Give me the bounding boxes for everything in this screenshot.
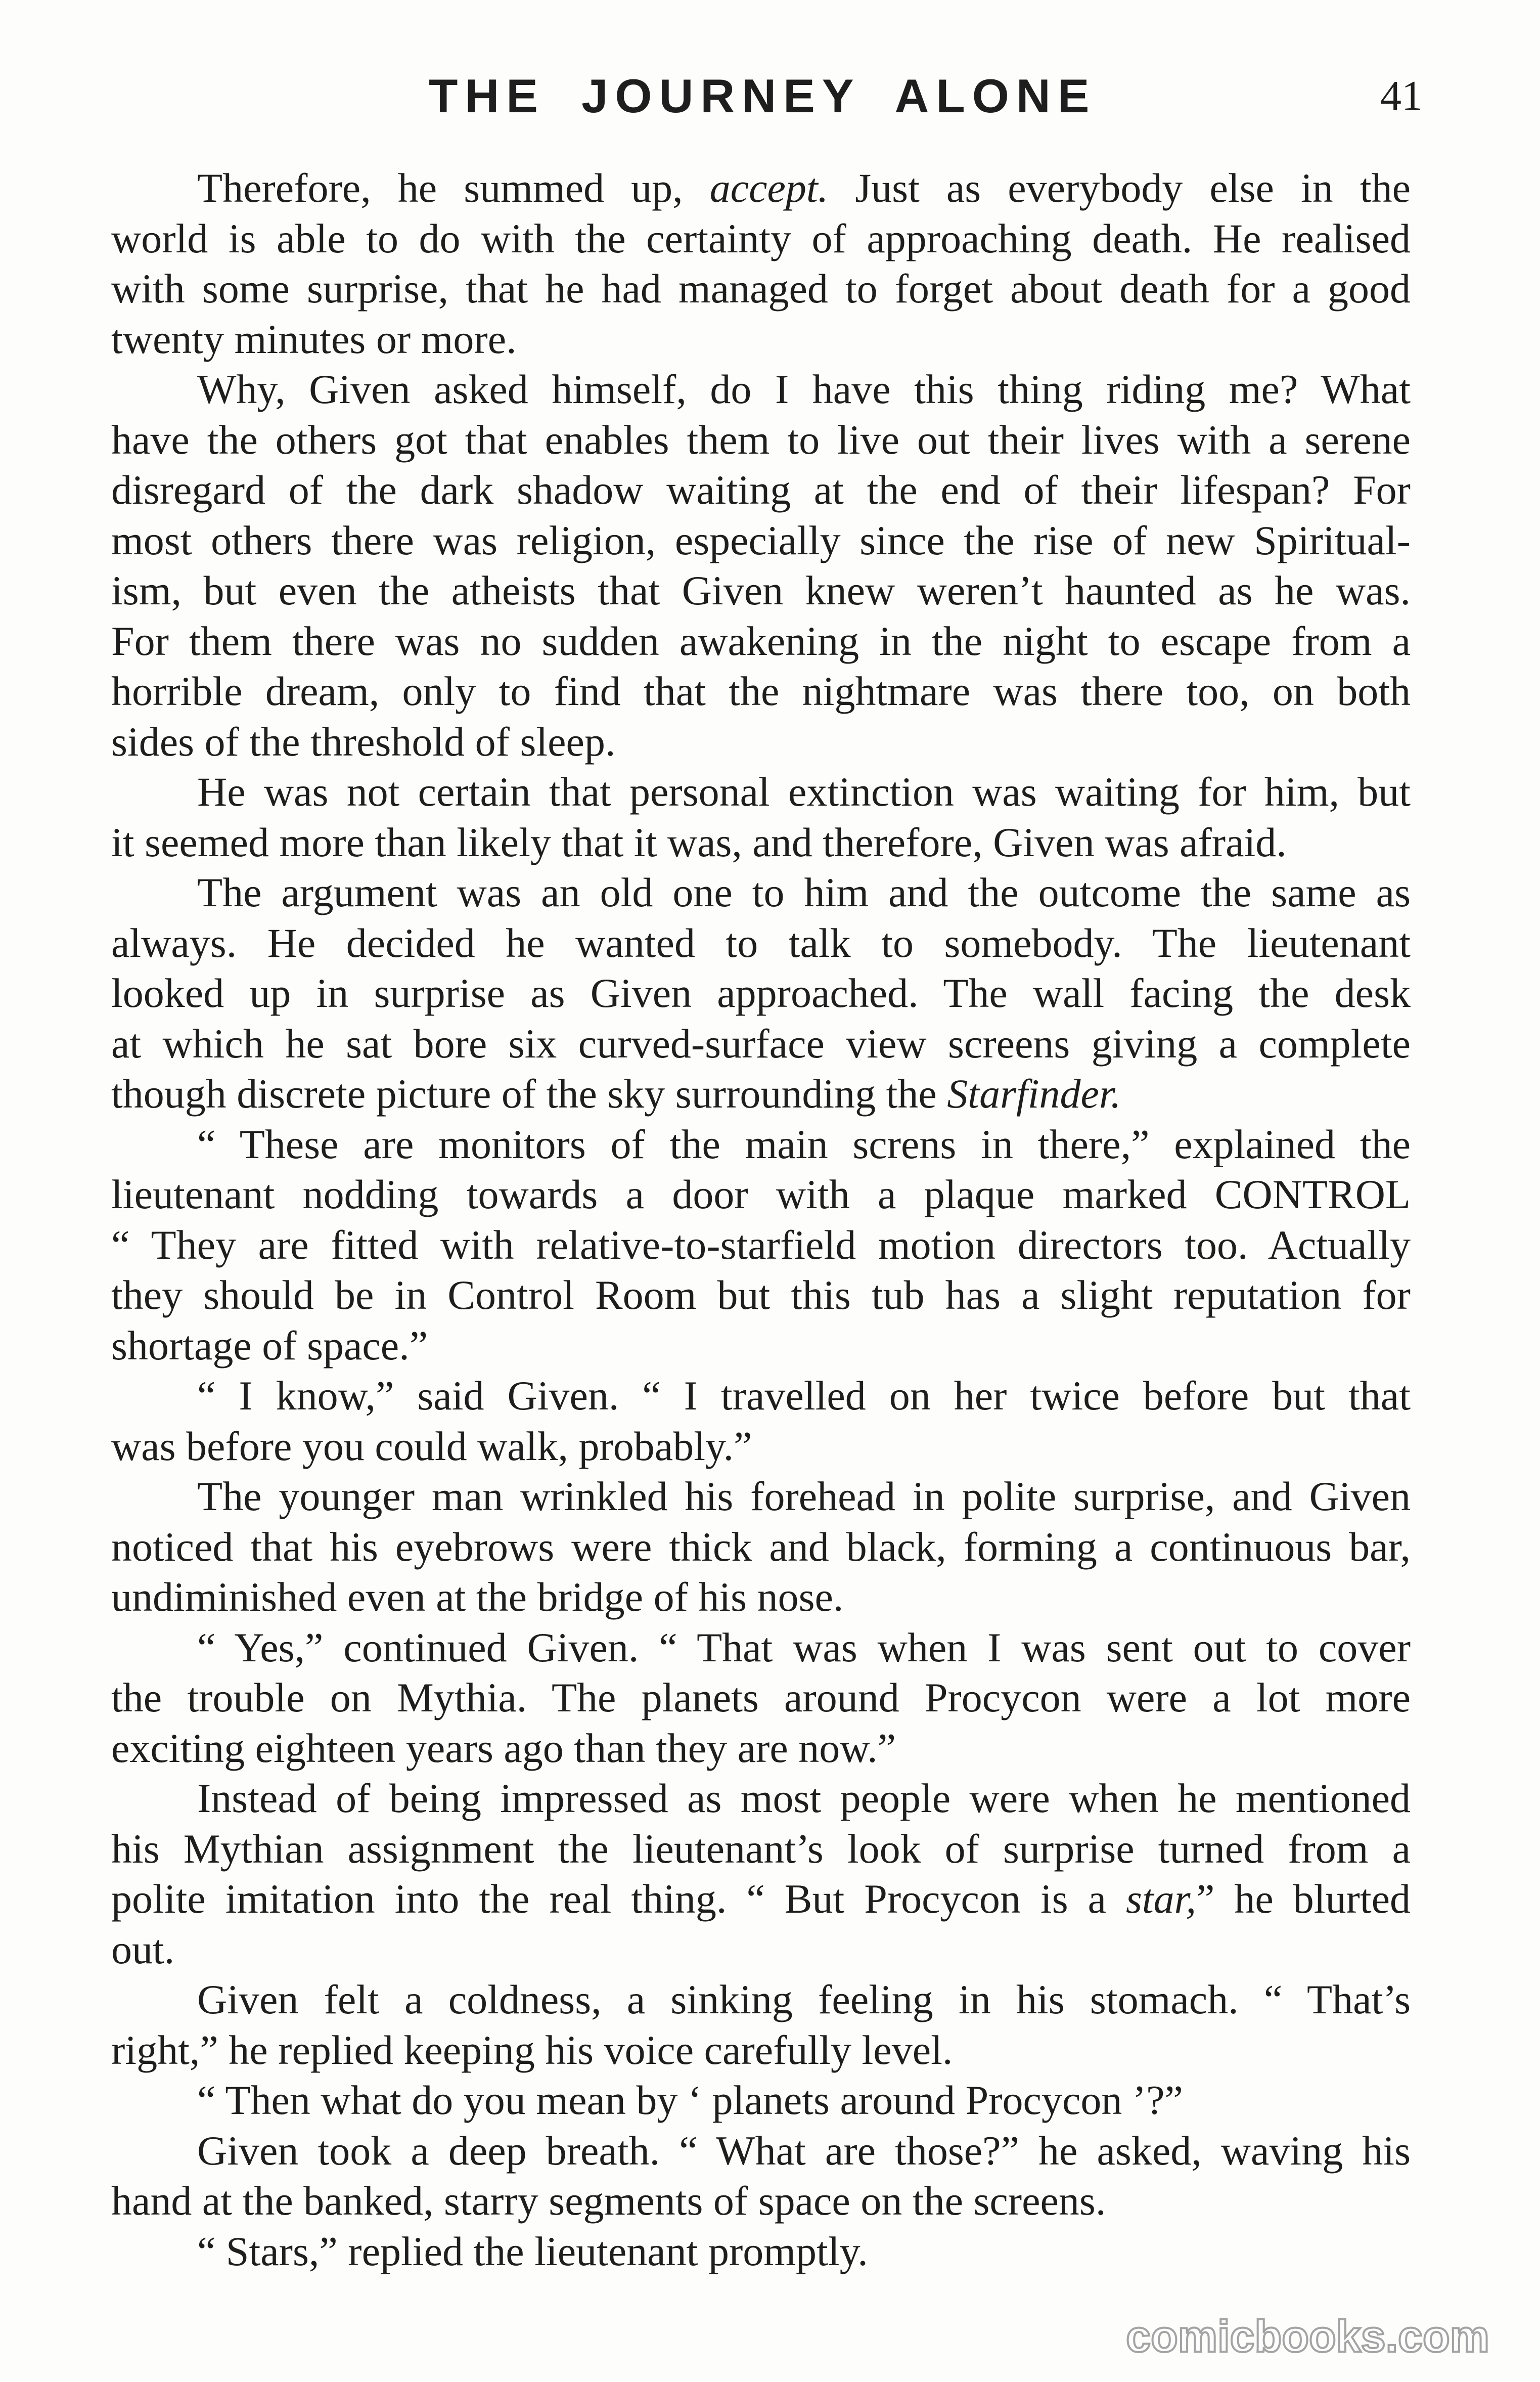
text-run: Just as everybody else in the [828,165,1411,211]
text-line: right,” he replied keeping his voice carefully level. [111,2026,953,2073]
text-line: “ These are monitors of the main screns in there,” explained the [197,1121,1411,1167]
text-line: He was not certain that personal extinction was waiting for him, but [197,769,1411,815]
text-line: his Mythian assignment the lieutenant’s look of surprise turned from a [111,1825,1411,1872]
text-line: sides of the threshold of sleep. [111,718,616,765]
text-line: ism, but even the atheists that Given knew weren’t haunted as he was. [111,567,1411,613]
italic-text: star, [1125,1876,1196,1922]
paragraph [111,163,1411,364]
text-line: always. He decided he wanted to talk to somebody. The lieutenant [111,919,1411,966]
text-run: Therefore, he summed up, [197,165,710,211]
text-line: Instead of being impressed as most people were when he mentioned [197,1775,1411,1821]
text-line: The argument was an old one to him and the outcome the same as [197,869,1411,915]
text-line: Given felt a coldness, a sinking feeling in his stomach. “ That’s [197,1976,1411,2022]
text-line: have the others got that enables them to live out their lives with a serene [111,416,1411,463]
text-line [111,163,1411,213]
text-line: disregard of the dark shadow waiting at the end of their lifespan? For [111,467,1411,513]
paragraph [111,1773,1411,1974]
text-line: shortage of space.” [111,1322,428,1369]
text-line: hand at the banked, starry segments of space on the screens. [111,2178,1106,2224]
text-line: “ I know,” said Given. “ I travelled on her twice before but that [197,1373,1411,1419]
watermark: comicbooks.com [1126,2311,1489,2361]
italic-text: Starfinder. [947,1071,1121,1117]
text-line: was before you could walk, probably.” [111,1423,752,1469]
text-line: at which he sat bore six curved-surface view screens giving a complete [111,1020,1411,1067]
paragraph [111,2075,1411,2126]
text-line: “ Stars,” replied the lieutenant promptly. [197,2228,868,2274]
text-line: Given took a deep breath. “ What are those?” he asked, waving his [197,2127,1411,2174]
paragraph [111,2126,1411,2226]
text-line: lieutenant nodding towards a door with a plaque marked CONTROL [111,1171,1411,1217]
paragraph [111,1622,1411,1774]
text-line: it seemed more than likely that it was, and therefore, Given was afraid. [111,819,1287,865]
text-line: exciting eighteen years ago than they are now.” [111,1725,896,1771]
running-title: THE JOURNEY ALONE [429,69,1097,122]
paragraph [111,767,1411,867]
page-number: 41 [1380,72,1423,119]
text-line: horrible dream, only to find that the nightmare was there too, on both [111,668,1411,714]
text-line: “ They are fitted with relative-to-starfield motion directors too. Actually [111,1221,1411,1268]
paragraph [111,867,1411,1119]
text-run: ” he blurted [1196,1876,1411,1922]
text-line: undiminished even at the bridge of his nose. [111,1574,844,1620]
paragraph [111,1119,1411,1371]
paragraph [111,2226,1411,2277]
paragraph [111,364,1411,767]
text-line: For them there was no sudden awakening in the night to escape from a [111,617,1411,664]
body-text [111,163,1411,2276]
text-run: though discrete picture of the sky surrounding the [111,1071,947,1117]
text-line: out. [111,1926,175,1972]
text-line: the trouble on Mythia. The planets around Procycon were a lot more [111,1674,1411,1721]
text-line: they should be in Control Room but this tub has a slight reputation for [111,1272,1411,1318]
text-line: most others there was religion, especially since the rise of new Spiritual- [111,517,1411,563]
text-line: The younger man wrinkled his forehead in polite surprise, and Given [197,1473,1411,1519]
text-line: world is able to do with the certainty of approaching death. He realised [111,215,1411,261]
paragraph [111,1371,1411,1471]
text-line: with some surprise, that he had managed to forget about death for a good [111,266,1411,312]
text-line: “ Yes,” continued Given. “ That was when I was sent out to cover [197,1624,1411,1670]
text-run: polite imitation into the real thing. “ But Procycon is a [111,1876,1126,1922]
text-line: noticed that his eyebrows were thick and black, forming a continuous bar, [111,1523,1411,1570]
text-line: looked up in surprise as Given approached. The wall facing the desk [111,970,1411,1016]
paragraph [111,1974,1411,2075]
text-line: twenty minutes or more. [111,316,517,362]
text-line [111,1874,1411,1924]
text-line: Why, Given asked himself, do I have this thing riding me? What [197,366,1411,412]
italic-text: accept. [709,165,829,211]
text-line [111,1069,1411,1119]
text-line: “ Then what do you mean by ‘ planets around Procycon ’?” [197,2077,1183,2123]
paragraph [111,1471,1411,1622]
